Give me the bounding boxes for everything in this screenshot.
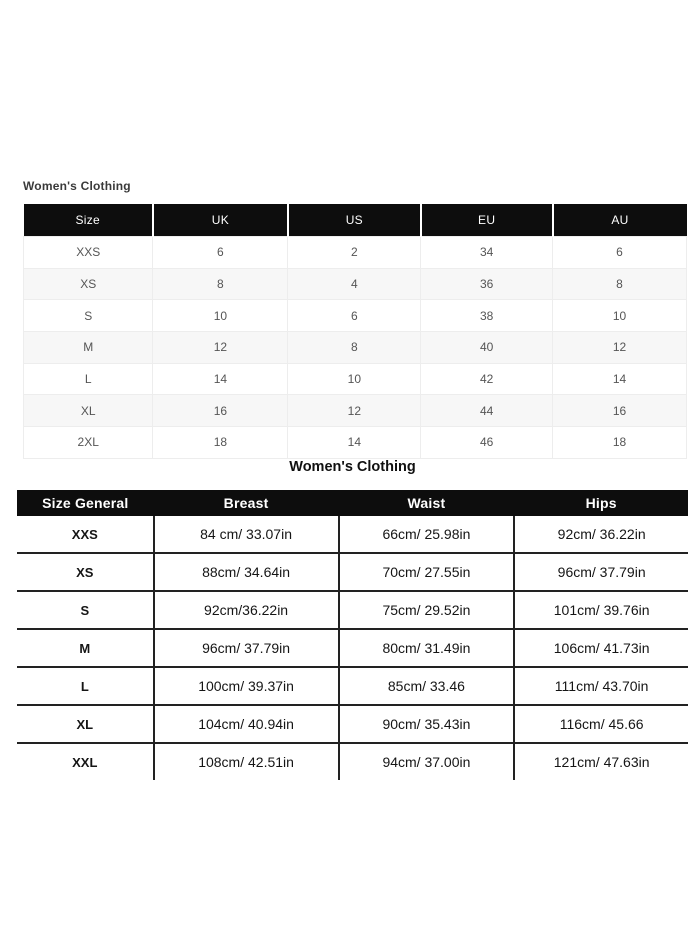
size-conversion-row (24, 363, 687, 395)
measurements-size-label: L (17, 667, 154, 705)
size-conversion-size-label: XS (24, 268, 153, 300)
measurements-column-header: Size General (17, 490, 154, 516)
size-conversion-value-cell: 38 (421, 300, 553, 332)
size-conversion-row (24, 332, 687, 364)
measurements-value-cell: 106cm/ 41.73in (514, 629, 688, 667)
measurements-value-cell: 84 cm/ 33.07in (154, 516, 339, 553)
size-conversion-value-cell: 12 (553, 332, 687, 364)
size-conversion-size-label: 2XL (24, 427, 153, 459)
measurements-value-cell: 92cm/36.22in (154, 591, 339, 629)
measurements-size-label: XS (17, 553, 154, 591)
measurements-row (17, 743, 688, 780)
size-conversion-value-cell: 46 (421, 427, 553, 459)
measurements-row (17, 667, 688, 705)
size-conversion-size-label: L (24, 363, 153, 395)
size-conversion-body (24, 237, 687, 459)
size-conversion-value-cell: 8 (553, 268, 687, 300)
measurements-size-label: XXS (17, 516, 154, 553)
measurements-size-label: XXL (17, 743, 154, 780)
size-conversion-value-cell: 18 (153, 427, 288, 459)
measurements-value-cell: 80cm/ 31.49in (339, 629, 515, 667)
measurements-value-cell: 111cm/ 43.70in (514, 667, 688, 705)
measurements-value-cell: 96cm/ 37.79in (514, 553, 688, 591)
size-conversion-value-cell: 14 (553, 363, 687, 395)
size-conversion-value-cell: 8 (153, 268, 288, 300)
size-conversion-value-cell: 6 (153, 237, 288, 269)
size-conversion-value-cell: 42 (421, 363, 553, 395)
size-conversion-row (24, 427, 687, 459)
size-conversion-value-cell: 2 (288, 237, 421, 269)
size-conversion-value-cell: 14 (153, 363, 288, 395)
size-conversion-value-cell: 12 (288, 395, 421, 427)
measurements-row (17, 591, 688, 629)
size-conversion-row (24, 237, 687, 269)
measurements-value-cell: 96cm/ 37.79in (154, 629, 339, 667)
measurements-value-cell: 85cm/ 33.46 (339, 667, 515, 705)
size-conversion-column-header: UK (153, 204, 288, 237)
measurements-value-cell: 70cm/ 27.55in (339, 553, 515, 591)
size-conversion-table (23, 204, 687, 459)
size-conversion-column-header: EU (421, 204, 553, 237)
size-conversion-value-cell: 16 (153, 395, 288, 427)
size-conversion-column-header: AU (553, 204, 687, 237)
measurements-value-cell: 108cm/ 42.51in (154, 743, 339, 780)
measurements-size-label: S (17, 591, 154, 629)
size-conversion-value-cell: 10 (288, 363, 421, 395)
size-conversion-table-title: Women's Clothing (23, 179, 131, 193)
measurements-row (17, 516, 688, 553)
size-conversion-value-cell: 6 (553, 237, 687, 269)
size-conversion-size-label: XXS (24, 237, 153, 269)
measurements-row (17, 629, 688, 667)
size-conversion-row (24, 300, 687, 332)
measurements-value-cell: 92cm/ 36.22in (514, 516, 688, 553)
measurements-row (17, 553, 688, 591)
measurements-value-cell: 100cm/ 39.37in (154, 667, 339, 705)
size-conversion-header-row (24, 204, 687, 237)
measurements-column-header: Breast (154, 490, 339, 516)
size-conversion-value-cell: 12 (153, 332, 288, 364)
size-conversion-size-label: XL (24, 395, 153, 427)
measurements-table (17, 490, 688, 780)
size-conversion-value-cell: 36 (421, 268, 553, 300)
size-conversion-value-cell: 6 (288, 300, 421, 332)
size-conversion-value-cell: 4 (288, 268, 421, 300)
measurements-value-cell: 121cm/ 47.63in (514, 743, 688, 780)
measurements-value-cell: 94cm/ 37.00in (339, 743, 515, 780)
size-conversion-value-cell: 14 (288, 427, 421, 459)
measurements-column-header: Waist (339, 490, 515, 516)
measurements-column-header: Hips (514, 490, 688, 516)
size-conversion-row (24, 268, 687, 300)
size-conversion-value-cell: 10 (153, 300, 288, 332)
size-conversion-row (24, 395, 687, 427)
measurements-value-cell: 75cm/ 29.52in (339, 591, 515, 629)
measurements-size-label: M (17, 629, 154, 667)
measurements-value-cell: 116cm/ 45.66 (514, 705, 688, 743)
measurements-body (17, 516, 688, 780)
measurements-value-cell: 104cm/ 40.94in (154, 705, 339, 743)
size-conversion-value-cell: 40 (421, 332, 553, 364)
measurements-value-cell: 66cm/ 25.98in (339, 516, 515, 553)
size-conversion-value-cell: 16 (553, 395, 687, 427)
size-conversion-size-label: M (24, 332, 153, 364)
measurements-value-cell: 90cm/ 35.43in (339, 705, 515, 743)
measurements-header-row (17, 490, 688, 516)
size-conversion-column-header: US (288, 204, 421, 237)
size-conversion-column-header: Size (24, 204, 153, 237)
size-conversion-value-cell: 34 (421, 237, 553, 269)
measurements-table-title: Women's Clothing (289, 459, 416, 475)
size-conversion-value-cell: 10 (553, 300, 687, 332)
measurements-row (17, 705, 688, 743)
size-conversion-value-cell: 44 (421, 395, 553, 427)
size-conversion-size-label: S (24, 300, 153, 332)
measurements-value-cell: 88cm/ 34.64in (154, 553, 339, 591)
size-conversion-value-cell: 8 (288, 332, 421, 364)
measurements-size-label: XL (17, 705, 154, 743)
measurements-value-cell: 101cm/ 39.76in (514, 591, 688, 629)
size-conversion-value-cell: 18 (553, 427, 687, 459)
